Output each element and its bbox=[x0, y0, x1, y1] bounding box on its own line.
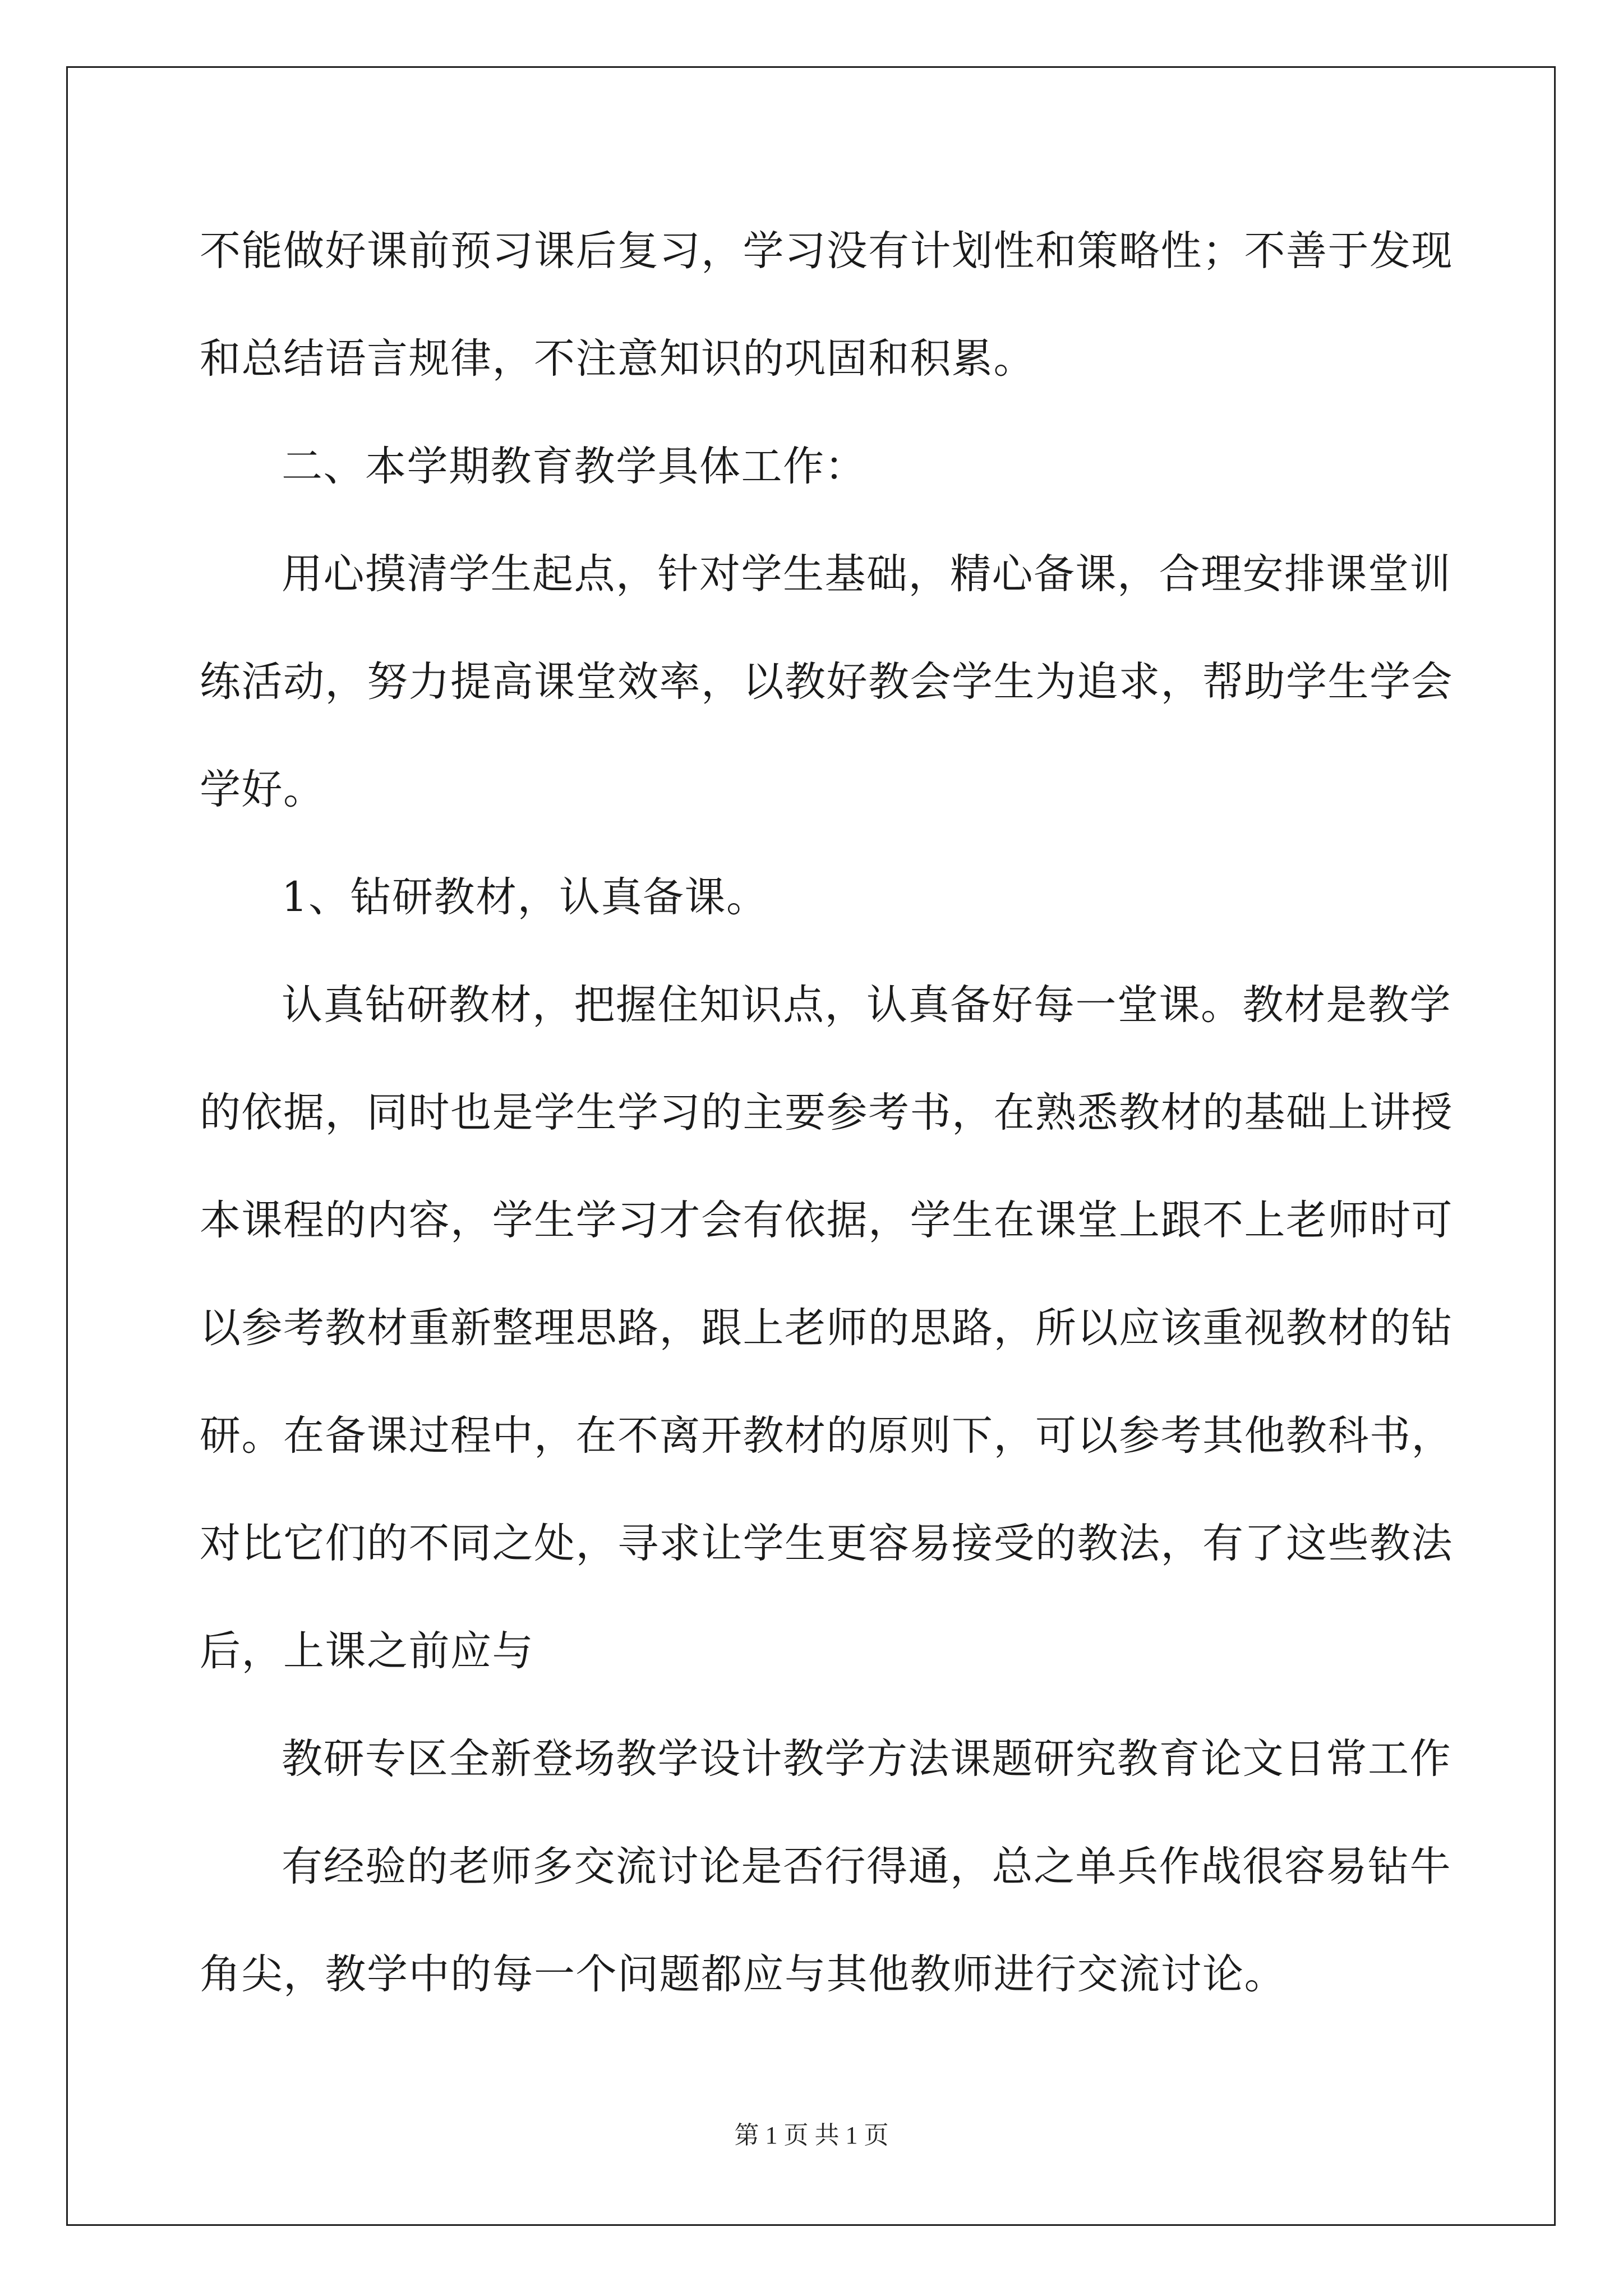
subsection-heading: 1、钻研教材，认真备课。 bbox=[282, 873, 768, 921]
text-line: 不能做好课前预习课后复习，学习没有计划性和策略性；不善于发现 bbox=[200, 227, 1453, 275]
text-line: 认真钻研教材，把握住知识点，认真备好每一堂课。教材是教学 bbox=[282, 981, 1451, 1029]
text-line: 角尖，教学中的每一个问题都应与其他教师进行交流讨论。 bbox=[200, 1950, 1286, 1998]
text-line: 练活动，努力提高课堂效率，以教好教会学生为追求，帮助学生学会 bbox=[200, 658, 1453, 706]
text-line: 研。在备课过程中，在不离开教材的原则下，可以参考其他教科书， bbox=[200, 1412, 1453, 1460]
section-heading: 二、本学期教育教学具体工作： bbox=[282, 443, 866, 490]
text-line: 以参考教材重新整理思路，跟上老师的思路，所以应该重视教材的钻 bbox=[200, 1304, 1453, 1352]
text-line: 用心摸清学生起点，针对学生基础，精心备课，合理安排课堂训 bbox=[282, 550, 1451, 598]
page-footer: 第 1 页 共 1 页 bbox=[734, 2122, 889, 2149]
text-line: 对比它们的不同之处，寻求让学生更容易接受的教法，有了这些教法 bbox=[200, 1520, 1453, 1567]
text-line: 学好。 bbox=[200, 766, 325, 813]
text-line: 后，上课之前应与 bbox=[200, 1627, 534, 1675]
text-line: 有经验的老师多交流讨论是否行得通，总之单兵作战很容易钻牛 bbox=[282, 1843, 1451, 1890]
text-line: 教研专区全新登场教学设计教学方法课题研究教育论文日常工作 bbox=[282, 1735, 1451, 1783]
document-body bbox=[200, 218, 1453, 2049]
text-line: 和总结语言规律，不注意知识的巩固和积累。 bbox=[200, 335, 1035, 383]
text-line: 本课程的内容，学生学习才会有依据，学生在课堂上跟不上老师时可 bbox=[200, 1197, 1453, 1244]
text-line: 的依据，同时也是学生学习的主要参考书，在熟悉教材的基础上讲授 bbox=[200, 1089, 1453, 1137]
